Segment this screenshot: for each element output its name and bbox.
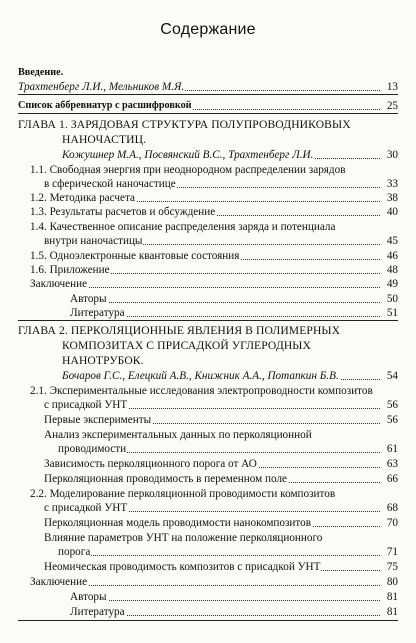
chapter2-title-line2: КОМПОЗИТАХ С ПРИСАДКОЙ УГЛЕРОДНЫХ	[62, 339, 311, 352]
abbreviations-page: 25	[386, 100, 398, 112]
toc-item-2-1-c-label: Зависимость перколяционного порога от АО	[44, 458, 257, 470]
toc-item-2-1-b-page: 61	[386, 443, 398, 455]
divider	[18, 94, 398, 95]
toc-item-1-authors-label: Авторы	[70, 293, 107, 305]
toc-item-2-2-b-page: 71	[386, 546, 398, 558]
toc-item-2-1-c-page: 63	[386, 458, 398, 470]
toc-item-2-2-b[interactable]	[58, 545, 398, 559]
toc-item-1-6-label: 1.6. Приложение	[30, 264, 110, 276]
toc-item-1-5-page: 46	[386, 250, 398, 262]
toc-item-2-1-d[interactable]	[44, 472, 398, 486]
chapter2-title-line3: НАНОТРУБОК.	[62, 354, 144, 367]
toc-item-2-2-line1: 2.2. Моделирование перколяционной проводимости композитов	[30, 488, 336, 500]
toc-item-2-1-d-page: 66	[386, 473, 398, 485]
toc-item-1-1-line1: 1.1. Свободная энергия при неоднородном распределении зарядов	[30, 164, 346, 176]
toc-item-1-conclusion-page: 49	[386, 278, 398, 290]
intro-heading: Введение.	[18, 67, 64, 78]
toc-item-1-5-label: 1.5. Одноэлектронные квантовые состояния	[30, 250, 240, 262]
toc-item-1-3[interactable]	[30, 205, 398, 219]
toc-item-2-authors-label: Авторы	[70, 591, 107, 603]
chapter1-authors-entry[interactable]	[62, 148, 398, 162]
toc-item-1-4-line2: внутри наночастицы	[44, 235, 143, 247]
toc-item-2-1-a-label: Первые эксперименты	[44, 414, 152, 426]
toc-item-2-1-d-label: Перколяционная проводимость в переменном поле	[44, 473, 288, 485]
divider	[18, 320, 398, 321]
toc-item-1-2-page: 38	[386, 192, 398, 204]
toc-item-2-2-b-line1: Влияние параметров УНТ на положение перколяционного	[44, 532, 323, 544]
toc-item-1-4-line1: 1.4. Качественное описание распределения заряда и потенциала	[30, 221, 336, 233]
toc-item-2-references-label: Литература	[70, 606, 125, 618]
chapter1-title-line2: НАНОЧАСТИЦ.	[62, 133, 147, 146]
toc-item-2-2-c-label: Неомическая проводимость композитов с присадкой УНТ	[44, 561, 321, 573]
toc-item-2-2-a[interactable]	[44, 516, 398, 530]
toc-item-1-conclusion-label: Заключение	[30, 278, 88, 290]
toc-item-1-5[interactable]	[30, 249, 398, 263]
toc-item-2-2-c-page: 75	[386, 561, 398, 573]
toc-item-2-2-a-label: Перколяционная модель проводимости нанокомпозитов	[44, 517, 312, 529]
toc-item-1-references-page: 51	[386, 307, 398, 319]
chapter2-title-line1: ГЛАВА 2. ПЕРКОЛЯЦИОННЫЕ ЯВЛЕНИЯ В ПОЛИМЕРНЫХ	[18, 324, 341, 337]
chapter1-title-line1: ГЛАВА 1. ЗАРЯДОВАЯ СТРУКТУРА ПОЛУПРОВОДНИКОВЫХ	[18, 118, 351, 131]
toc-item-2-authors-page: 81	[386, 591, 398, 603]
toc-item-1-2[interactable]	[30, 191, 398, 205]
chapter1-authors: Кожушнер М.А., Посвянский В.С., Трахтенберг Л.И.	[62, 149, 314, 161]
chapter2-authors: Бочаров Г.С., Елецкий А.В., Книжник А.А., Потапкин Б.В.	[62, 370, 339, 382]
toc-item-2-conclusion[interactable]	[30, 575, 398, 589]
toc-item-1-references-label: Литература	[70, 307, 125, 319]
toc-item-2-references-page: 81	[386, 606, 398, 618]
toc-item-2-1-page: 56	[386, 399, 398, 411]
toc-item-2-2-page: 68	[386, 502, 398, 514]
toc-item-1-1-page: 33	[386, 178, 398, 190]
toc-item-1-3-label: 1.3. Результаты расчетов и обсуждение	[30, 206, 216, 218]
toc-item-2-1-c[interactable]	[44, 457, 398, 471]
toc-item-2-conclusion-label: Заключение	[30, 576, 88, 588]
toc-item-2-1-b[interactable]	[58, 442, 398, 456]
page-title: Содержание	[160, 21, 256, 38]
toc-item-1-4-page: 45	[386, 235, 398, 247]
abbreviations-entry[interactable]	[18, 98, 398, 113]
toc-item-2-1-b-line1: Анализ экспериментальных данных по перколяционной	[44, 429, 312, 441]
toc-item-2-2-c[interactable]	[44, 560, 398, 574]
intro-page: 13	[386, 81, 398, 93]
toc-item-1-1[interactable]	[44, 177, 398, 191]
toc-item-2-2[interactable]	[44, 501, 398, 515]
toc-item-1-2-label: 1.2. Методика расчета	[30, 192, 135, 204]
divider	[18, 620, 398, 621]
toc-item-2-1[interactable]	[44, 398, 398, 412]
toc-item-1-authors[interactable]	[70, 292, 398, 306]
toc-item-2-conclusion-page: 80	[386, 576, 398, 588]
toc-item-2-2-b-line2: порога	[58, 546, 91, 558]
toc-item-1-6[interactable]	[30, 263, 398, 277]
abbreviations-label: Список аббревиатур с расшифровкой	[18, 100, 192, 111]
intro-entry[interactable]	[18, 80, 398, 94]
toc-item-2-authors[interactable]	[70, 590, 398, 604]
intro-authors: Трахтенберг Л.И., Мельников М.Я.	[18, 81, 185, 93]
chapter1-authors-page: 30	[386, 149, 398, 161]
toc-item-1-4[interactable]	[44, 234, 398, 248]
toc-item-2-1-a-page: 56	[386, 414, 398, 426]
toc-item-1-references[interactable]	[70, 306, 398, 320]
toc-item-2-2-line2: с присадкой УНТ	[44, 502, 128, 514]
toc-item-1-conclusion[interactable]	[30, 277, 398, 291]
toc-item-2-2-a-page: 70	[386, 517, 398, 529]
toc-item-1-authors-page: 50	[386, 293, 398, 305]
toc-item-1-6-page: 48	[386, 264, 398, 276]
toc-item-2-references[interactable]	[70, 605, 398, 619]
toc-item-2-1-line2: с присадкой УНТ	[44, 399, 128, 411]
toc-item-2-1-line1: 2.1. Экспериментальные исследования электропроводности композитов	[30, 385, 373, 397]
toc-item-1-1-line2: в сферической наночастице	[44, 178, 176, 190]
toc-item-2-1-a[interactable]	[44, 413, 398, 427]
chapter2-authors-page: 54	[386, 370, 398, 382]
chapter2-authors-entry[interactable]	[62, 369, 398, 383]
divider	[18, 113, 398, 114]
toc-item-1-3-page: 40	[386, 206, 398, 218]
toc-item-2-1-b-line2: проводимости	[58, 443, 127, 455]
